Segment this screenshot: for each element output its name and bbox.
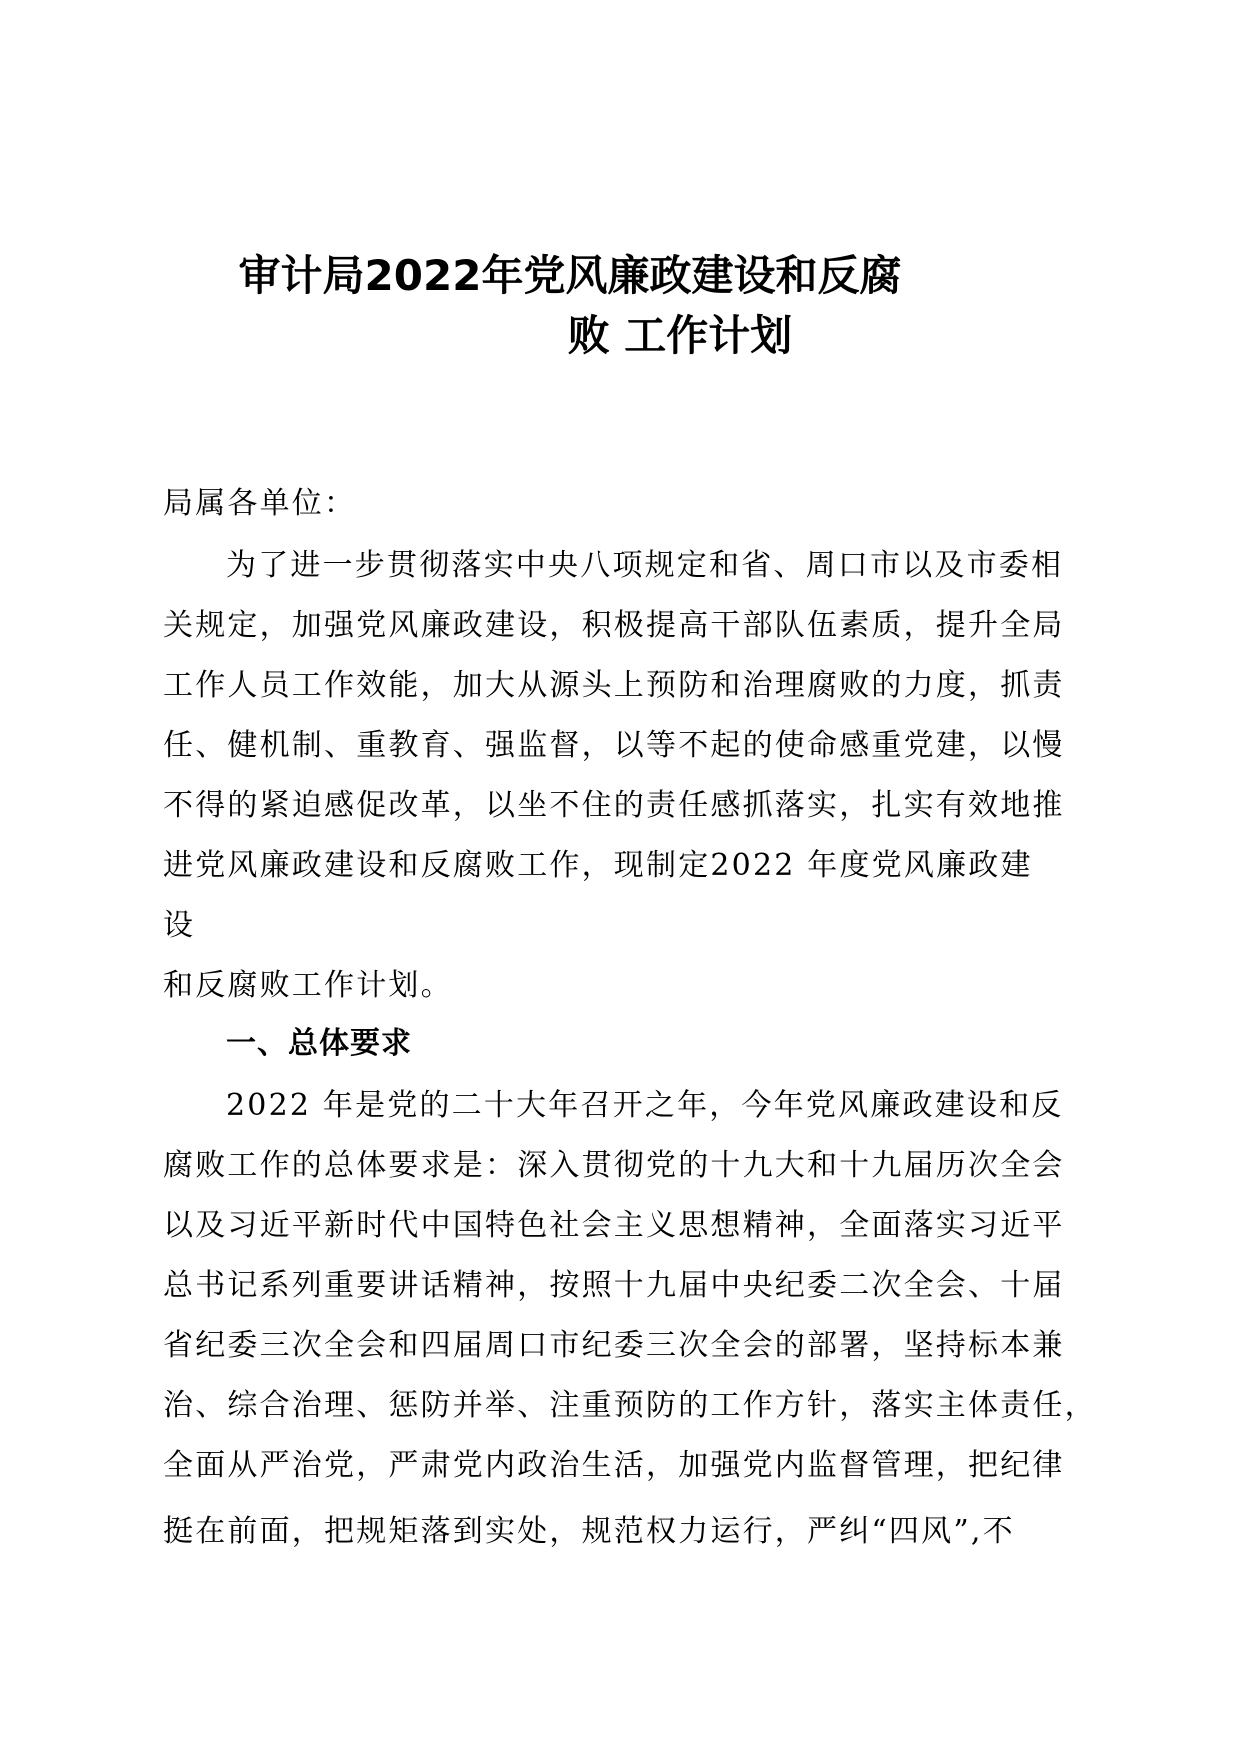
intro-line: 进党风廉政建设和反腐败工作，现制定2022 年度党风廉政建 [163, 848, 1033, 883]
intro-line: 任、健机制、重教育、强监督，以等不起的使命感重党建，以慢 [163, 728, 1065, 763]
intro-line: 和反腐败工作计划。 [163, 968, 453, 1003]
section-line: 总书记系列重要讲话精神，按照十九届中央纪委二次全会、十届 [163, 1268, 1065, 1303]
section-line: 治、综合治理、惩防并举、注重预防的工作方针，落实主体责任， [163, 1388, 1097, 1423]
section-line: 以及习近平新时代中国特色社会主义思想精神，全面落实习近平 [163, 1208, 1065, 1243]
section-line: 2022 年是党的二十大年召开之年，今年党风廉政建设和反 [226, 1088, 1064, 1123]
document-title-line-2: 败 工作计划 [567, 311, 793, 360]
section-line: 全面从严治党，严肃党内政治生活，加强党内监督管理，把纪律 [163, 1448, 1065, 1483]
section-line: 省纪委三次全会和四届周口市纪委三次全会的部署，坚持标本兼 [163, 1328, 1065, 1363]
document-title-line-1: 审计局2022年党风廉政建设和反腐 [238, 251, 902, 300]
intro-line: 不得的紧迫感促改革，以坐不住的责任感抓落实，扎实有效地推 [163, 788, 1065, 823]
intro-line: 关规定，加强党风廉政建设，积极提高干部队伍素质，提升全局 [163, 608, 1065, 643]
intro-line: 为了进一步贯彻落实中央八项规定和省、周口市以及市委相 [226, 548, 1064, 583]
intro-line: 设 [163, 908, 196, 943]
intro-line: 工作人员工作效能，加大从源头上预防和治理腐败的力度，抓责 [163, 668, 1065, 703]
section-line: 挺在前面，把规矩落到实处，规范权力运行，严纠“四风”,不 [163, 1514, 1015, 1549]
section-line: 腐败工作的总体要求是：深入贯彻党的十九大和十九届历次全会 [163, 1148, 1065, 1183]
salutation: 局属各单位： [163, 486, 357, 521]
section-heading: 一、总体要求 [226, 1026, 412, 1061]
